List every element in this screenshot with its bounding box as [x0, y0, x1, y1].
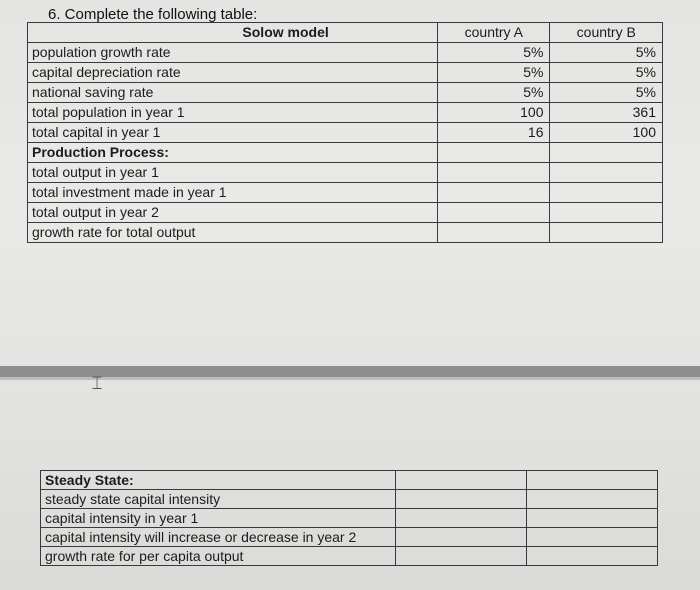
- solow-cell-country-b[interactable]: 5%: [550, 43, 663, 63]
- steady-state-row-label: growth rate for per capita output: [41, 547, 396, 566]
- solow-model-table: [27, 22, 663, 243]
- table-row: [28, 143, 663, 163]
- table-row: [28, 163, 663, 183]
- solow-cell-country-b[interactable]: 361: [550, 103, 663, 123]
- solow-cell-country-b[interactable]: [550, 223, 663, 243]
- table-row: [28, 63, 663, 83]
- solow-row-label: total output in year 2: [28, 203, 438, 223]
- solow-cell-country-a[interactable]: 5%: [438, 43, 550, 63]
- steady-state-cell-country-a[interactable]: [395, 547, 526, 566]
- table-row: [41, 509, 658, 528]
- steady-state-table-body: [41, 471, 658, 566]
- solow-cell-country-a[interactable]: [438, 163, 550, 183]
- solow-row-label: Production Process:: [28, 143, 438, 163]
- solow-row-label: total output in year 1: [28, 163, 438, 183]
- solow-cell-country-b[interactable]: [550, 143, 663, 163]
- solow-cell-country-a[interactable]: [438, 143, 550, 163]
- solow-cell-country-a[interactable]: 100: [438, 103, 550, 123]
- table-row: [41, 490, 658, 509]
- steady-state-row-label: steady state capital intensity: [41, 490, 396, 509]
- table-row: [41, 547, 658, 566]
- steady-state-cell-country-a[interactable]: [395, 471, 526, 490]
- steady-state-cell-country-b[interactable]: [526, 471, 657, 490]
- table-row: [28, 123, 663, 143]
- steady-state-cell-country-b[interactable]: [526, 547, 657, 566]
- steady-state-cell-country-b[interactable]: [526, 490, 657, 509]
- steady-state-cell-country-a[interactable]: [395, 509, 526, 528]
- solow-cell-country-a[interactable]: [438, 203, 550, 223]
- solow-cell-country-b[interactable]: [550, 203, 663, 223]
- question-title: 6. Complete the following table:: [48, 6, 258, 23]
- table-row: [28, 43, 663, 63]
- solow-cell-country-a[interactable]: 16: [438, 123, 550, 143]
- solow-row-label: capital depreciation rate: [28, 63, 438, 83]
- solow-row-label: growth rate for total output: [28, 223, 438, 243]
- steady-state-cell-country-b[interactable]: [526, 509, 657, 528]
- steady-state-cell-country-b[interactable]: [526, 528, 657, 547]
- table-header-row: [28, 23, 663, 43]
- table-row: [41, 471, 658, 490]
- solow-row-label: total population in year 1: [28, 103, 438, 123]
- solow-cell-country-a[interactable]: [438, 183, 550, 203]
- table-row: [28, 83, 663, 103]
- solow-cell-country-b[interactable]: 100: [550, 123, 663, 143]
- solow-row-label: national saving rate: [28, 83, 438, 103]
- steady-state-table: [40, 470, 658, 566]
- steady-state-row-label: capital intensity in year 1: [41, 509, 396, 528]
- solow-row-label: total capital in year 1: [28, 123, 438, 143]
- solow-cell-country-b[interactable]: 5%: [550, 83, 663, 103]
- solow-cell-country-a[interactable]: [438, 223, 550, 243]
- solow-cell-country-a[interactable]: 5%: [438, 63, 550, 83]
- column-header-country-a: country A: [438, 23, 550, 43]
- steady-state-row-label: Steady State:: [41, 471, 396, 490]
- solow-row-label: total investment made in year 1: [28, 183, 438, 203]
- steady-state-cell-country-a[interactable]: [395, 528, 526, 547]
- steady-state-row-label: capital intensity will increase or decrease in year 2: [41, 528, 396, 547]
- text-cursor-icon: ⌶: [91, 373, 103, 394]
- table-row: [28, 223, 663, 243]
- solow-cell-country-b[interactable]: [550, 183, 663, 203]
- solow-cell-country-a[interactable]: 5%: [438, 83, 550, 103]
- solow-table-body: [28, 43, 663, 243]
- column-header-country-b: country B: [550, 23, 663, 43]
- table-title: Solow model: [28, 23, 438, 43]
- solow-cell-country-b[interactable]: [550, 163, 663, 183]
- table-row: [28, 203, 663, 223]
- page-divider: [0, 366, 700, 377]
- page-divider-shadow: [0, 377, 700, 380]
- table-row: [41, 528, 658, 547]
- solow-row-label: population growth rate: [28, 43, 438, 63]
- table-row: [28, 103, 663, 123]
- table-row: [28, 183, 663, 203]
- steady-state-cell-country-a[interactable]: [395, 490, 526, 509]
- solow-cell-country-b[interactable]: 5%: [550, 63, 663, 83]
